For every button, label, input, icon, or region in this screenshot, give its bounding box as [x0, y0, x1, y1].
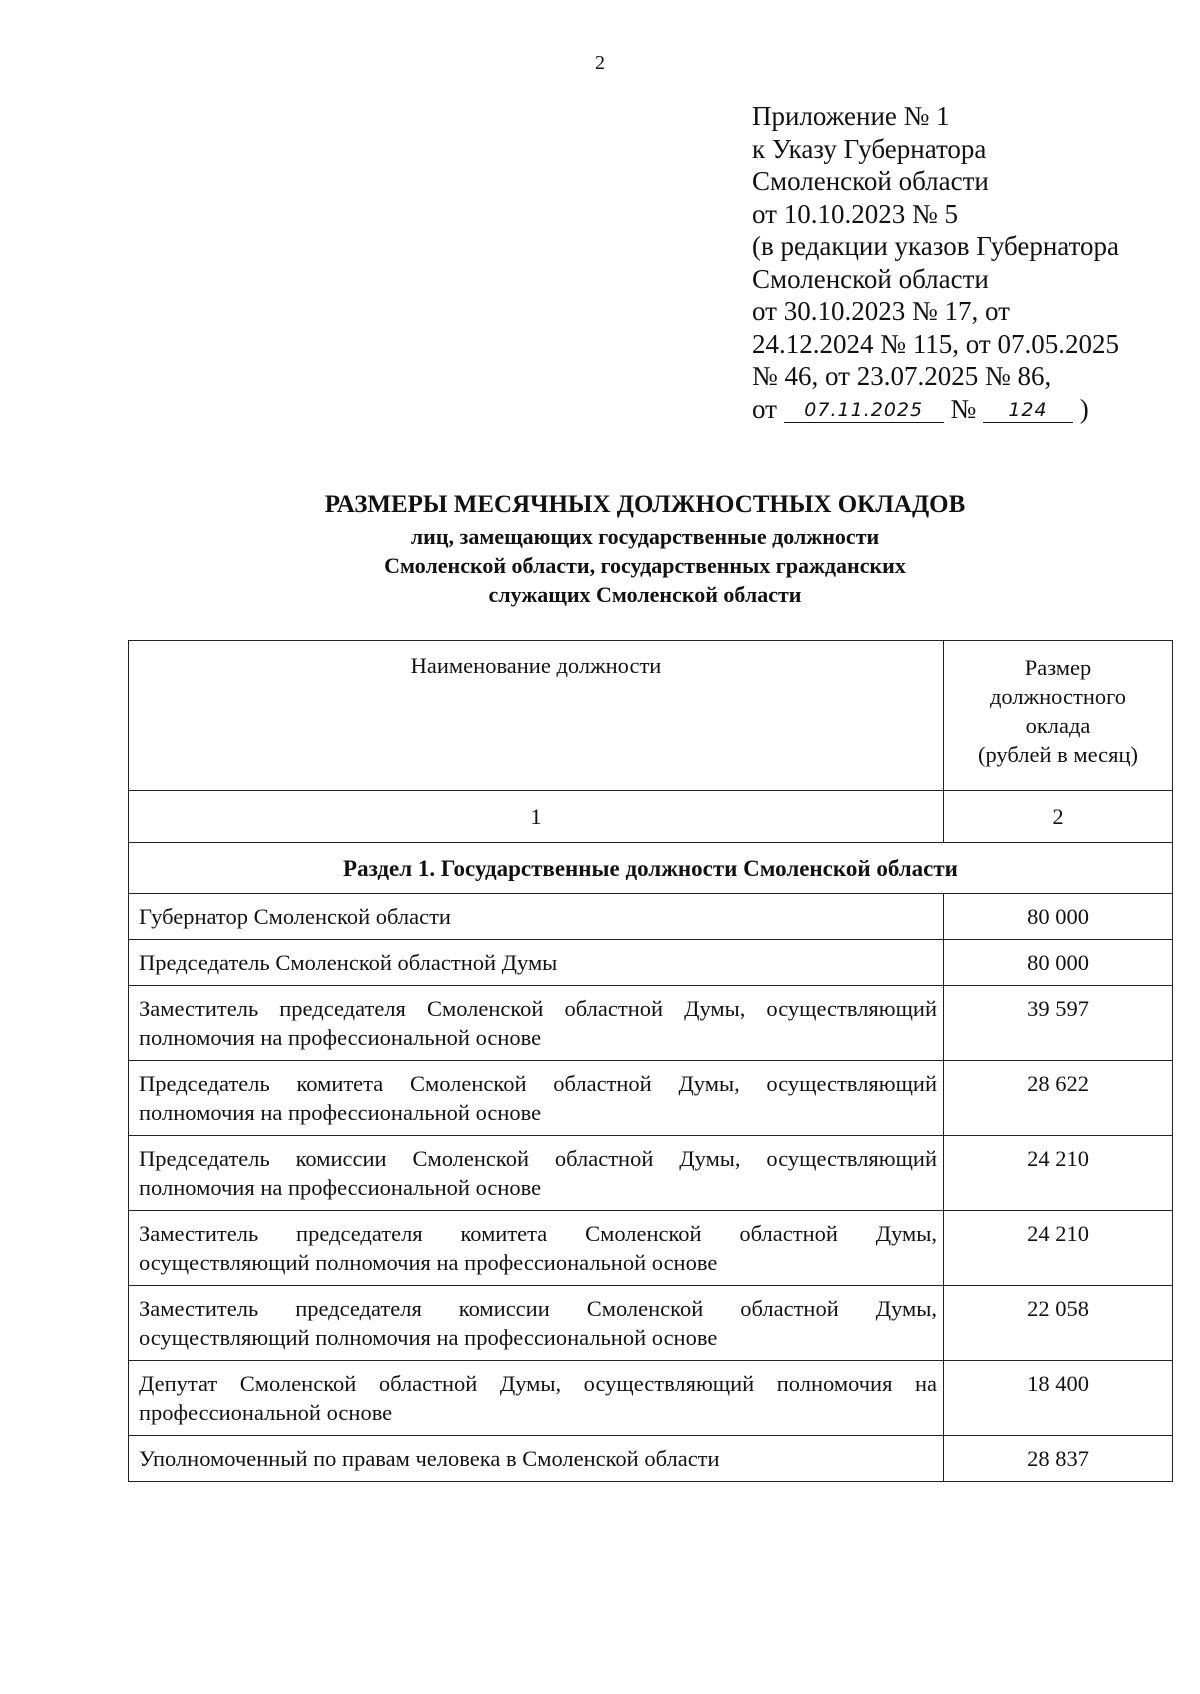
position-name: Заместитель председателя комитета Смоленской областной Думы, осуществляющий полномочия на профессиональной основе	[129, 1211, 944, 1286]
position-name: Председатель Смоленской областной Думы	[129, 940, 944, 986]
section-row	[129, 843, 1173, 894]
table-row	[129, 894, 1173, 940]
position-name: Председатель комитета Смоленской областной Думы, осуществляющий полномочия на профессиональной основе	[129, 1061, 944, 1136]
salary-value: 28 622	[944, 1061, 1173, 1136]
table-row	[129, 986, 1173, 1061]
salary-value: 80 000	[944, 894, 1173, 940]
table-row	[129, 1136, 1173, 1211]
appendix-line: от 10.10.2023 № 5	[752, 198, 958, 229]
header-salary-size	[944, 641, 1173, 791]
title-sub-line: Смоленской области, государственных гражданских	[384, 553, 906, 578]
salary-table	[128, 640, 1173, 1482]
appendix-line: Смоленской области	[752, 166, 989, 196]
appendix-prefix: от	[752, 393, 777, 424]
document-title	[0, 488, 1200, 609]
handwritten-date: 07.11.2025	[784, 398, 944, 423]
header-size-line: (рублей в месяц)	[977, 742, 1139, 767]
appendix-line-signed	[752, 393, 1192, 426]
salary-value: 80 000	[944, 940, 1173, 986]
appendix-line: 24.12.2024 № 115, от 07.05.2025	[752, 328, 1119, 359]
appendix-block	[752, 100, 1192, 425]
title-main: РАЗМЕРЫ МЕСЯЧНЫХ ДОЛЖНОСТНЫХ ОКЛАДОВ	[324, 491, 966, 518]
column-number-row	[129, 791, 1173, 843]
position-name: Председатель комиссии Смоленской областной Думы, осуществляющий полномочия на профессиональной основе	[129, 1136, 944, 1211]
salary-value: 28 837	[944, 1436, 1173, 1482]
closing-paren: )	[1079, 393, 1089, 424]
table-row	[129, 1061, 1173, 1136]
position-name: Заместитель председателя Смоленской областной Думы, осуществляющий полномочия на профессиональной основе	[129, 986, 944, 1061]
appendix-line: Смоленской области	[752, 263, 989, 294]
salary-value: 39 597	[944, 986, 1173, 1061]
appendix-line: (в редакции указов Губернатора	[752, 231, 1120, 261]
table-header	[129, 641, 1173, 791]
column-number: 2	[944, 791, 1173, 843]
table-row	[129, 1286, 1173, 1361]
header-size-line: оклада	[1025, 713, 1091, 738]
position-name: Заместитель председателя комиссии Смоленской областной Думы, осуществляющий полномочия на профессиональной основе	[129, 1286, 944, 1361]
column-number: 1	[129, 791, 944, 843]
appendix-line: Приложение № 1	[752, 101, 950, 131]
table-row	[129, 1211, 1173, 1286]
number-sign: №	[950, 393, 977, 424]
header-size-line: должностного	[989, 684, 1127, 709]
page-number: 2	[595, 52, 605, 74]
position-name: Уполномоченный по правам человека в Смоленской области	[129, 1436, 944, 1482]
position-name: Губернатор Смоленской области	[129, 894, 944, 940]
handwritten-number: 124	[983, 398, 1073, 423]
title-sub-line: лиц, замещающих государственные должности	[410, 524, 880, 549]
table-row	[129, 1436, 1173, 1482]
salary-value: 24 210	[944, 1211, 1173, 1286]
header-position-name: Наименование должности	[129, 641, 944, 791]
appendix-line: к Указу Губернатора	[752, 133, 987, 164]
position-name: Депутат Смоленской областной Думы, осуществляющий полномочия на профессиональной основе	[129, 1361, 944, 1436]
table-row	[129, 940, 1173, 986]
header-size-line: Размер	[1024, 655, 1092, 680]
table-row	[129, 1361, 1173, 1436]
appendix-line: № 46, от 23.07.2025 № 86,	[752, 361, 1052, 391]
section-title: Раздел 1. Государственные должности Смоленской области	[129, 843, 1173, 894]
salary-value: 24 210	[944, 1136, 1173, 1211]
title-sub-line: служащих Смоленской области	[488, 582, 802, 607]
salary-value: 18 400	[944, 1361, 1173, 1436]
salary-value: 22 058	[944, 1286, 1173, 1361]
appendix-line: от 30.10.2023 № 17, от	[752, 296, 1010, 326]
